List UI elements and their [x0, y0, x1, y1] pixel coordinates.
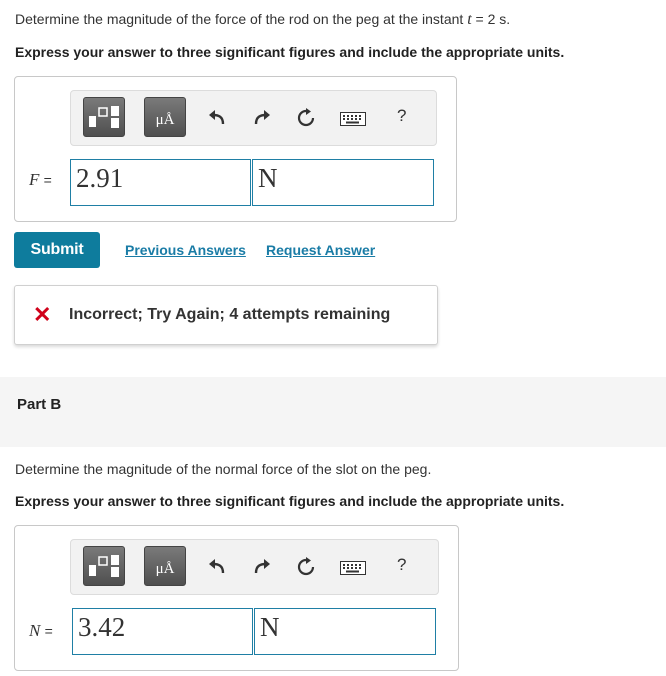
keyboard-icon[interactable] — [340, 561, 366, 575]
help-icon[interactable]: ? — [397, 555, 407, 574]
variable-symbol: F — [29, 170, 40, 189]
part-b-answer-box — [14, 525, 459, 671]
time-value: = 2 s. — [475, 11, 511, 27]
reset-icon[interactable] — [296, 108, 316, 128]
part-a-question — [15, 11, 510, 29]
math-toolbar — [70, 539, 439, 595]
part-a-question-text: Determine the magnitude of the force of the rod on the peg at the instant — [15, 11, 464, 27]
part-a-answer-box — [14, 76, 457, 222]
templates-icon — [84, 547, 124, 585]
part-b-question: Determine the magnitude of the normal force of the slot on the peg. — [15, 461, 432, 477]
templates-icon — [84, 98, 124, 136]
units-icon: μÅ — [155, 561, 175, 577]
equals-sign: = — [43, 172, 52, 188]
value-input[interactable]: 3.42 — [72, 608, 253, 655]
error-icon: ✕ — [33, 302, 52, 327]
feedback-text: Incorrect; Try Again; 4 attempts remaining — [69, 306, 391, 323]
redo-icon[interactable] — [252, 557, 272, 577]
undo-icon[interactable] — [207, 108, 227, 128]
templates-button[interactable] — [83, 97, 125, 137]
value-input[interactable]: 2.91 — [70, 159, 251, 206]
part-b-header — [0, 377, 666, 447]
unit-input[interactable]: N — [254, 608, 436, 655]
keyboard-icon[interactable] — [340, 112, 366, 126]
math-toolbar — [70, 90, 437, 146]
reset-icon[interactable] — [296, 557, 316, 577]
previous-answers-link[interactable]: Previous Answers — [125, 242, 246, 258]
submit-button[interactable]: Submit — [14, 232, 100, 268]
redo-icon[interactable] — [252, 108, 272, 128]
part-a-instruction: Express your answer to three significant figures and include the appropriate units. — [15, 44, 565, 60]
help-icon[interactable]: ? — [397, 106, 407, 125]
variable-label — [29, 170, 52, 190]
unit-input[interactable]: N — [252, 159, 434, 206]
undo-icon[interactable] — [207, 557, 227, 577]
feedback-panel — [14, 285, 438, 345]
variable-symbol: N — [29, 621, 41, 640]
request-answer-link[interactable]: Request Answer — [266, 242, 376, 258]
part-b-heading[interactable]: Part B — [17, 396, 62, 413]
part-b-instruction: Express your answer to three significant figures and include the appropriate units. — [15, 493, 565, 509]
time-variable: t — [467, 11, 472, 28]
units-button[interactable] — [144, 546, 186, 586]
units-button[interactable] — [144, 97, 186, 137]
equals-sign: = — [44, 623, 53, 639]
templates-button[interactable] — [83, 546, 125, 586]
units-icon: μÅ — [155, 112, 175, 128]
variable-label — [29, 621, 53, 641]
